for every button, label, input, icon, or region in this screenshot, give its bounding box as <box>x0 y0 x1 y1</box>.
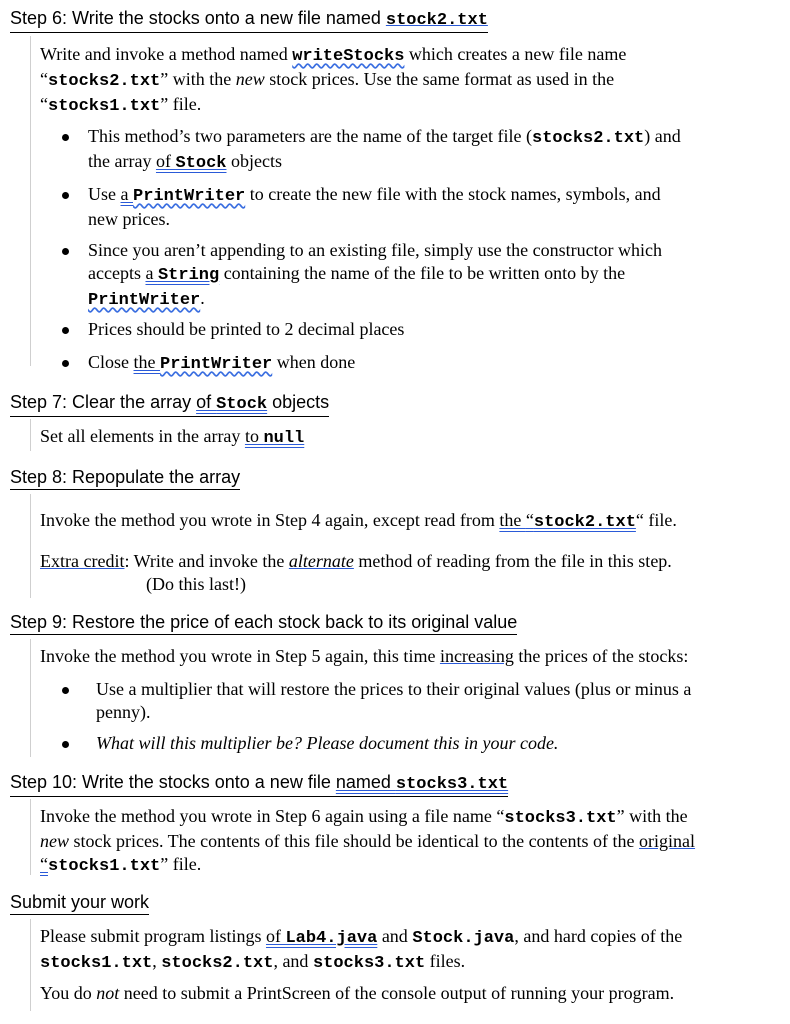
step6-b2-text-d: new prices. <box>88 209 170 229</box>
step10-body-text-a: Invoke the method you wrote in Step 6 again using a file name “ <box>40 806 505 826</box>
step8-body-text-d: “ file. <box>635 510 677 530</box>
step6-intro-text-1: Write and invoke a method named <box>40 44 293 64</box>
step6-b3-text-b: accepts <box>88 263 146 283</box>
step7-body-text-b: to <box>244 426 264 446</box>
bullet-icon <box>62 327 69 334</box>
step6-intro-text-6: “ <box>40 94 48 114</box>
step10-body-underlined: original <box>639 831 696 851</box>
bullet-icon <box>62 741 69 748</box>
step6-intro-code-3: stocks1.txt <box>48 97 161 116</box>
bullet-icon <box>62 687 69 694</box>
step6-b2-text-c: to create the new file with the stock names, symbols, and <box>245 184 661 204</box>
step9-bullet-2 <box>96 732 768 755</box>
step6-b3-text-a: Since you aren’t appending to an existing file, simply use the constructor which <box>88 240 663 260</box>
step8-body-text-a: Invoke the method you wrote in Step 4 again, except read from <box>40 510 500 530</box>
step6-b5-code: PrintWriter <box>160 355 273 374</box>
step6-b1-code-2: Stock <box>175 154 227 173</box>
step6-b5-text-a: Close <box>88 352 134 372</box>
step6-b5-text-c: when done <box>272 352 356 372</box>
submit-p1-code-3: stocks1.txt <box>40 954 153 973</box>
step6-intro-code-1: writeStocks <box>292 47 405 66</box>
step10-body-text-e: ” file. <box>160 854 202 874</box>
bullet-icon <box>62 134 69 141</box>
submit-p1-text-c: and <box>377 926 413 946</box>
step6-intro <box>40 43 770 118</box>
step10-body-code-1: stocks3.txt <box>504 809 617 828</box>
step6-b1-text-a: This method’s two parameters are the name of the target file ( <box>88 126 533 146</box>
step8-body <box>40 509 770 534</box>
step6-intro-text-7: ” file. <box>160 94 202 114</box>
step6-b3-code-2: PrintWriter <box>88 291 201 310</box>
submit-p1-code-2: Stock.java <box>412 929 515 948</box>
step10-body <box>40 805 770 878</box>
submit-p2-emphasis: not <box>96 983 120 1003</box>
step8-extra-text-c: (Do this last!) <box>146 574 246 594</box>
step10-heading-underlined: named <box>335 772 396 792</box>
step10-body-text-c: stock prices. The contents of this file should be identical to the contents of the <box>69 831 640 851</box>
step9-heading <box>10 612 517 635</box>
step7-heading-end: objects <box>267 392 330 412</box>
step9-b1-text-b: penny). <box>96 702 151 722</box>
step8-body-code: stock2.txt <box>533 513 636 532</box>
step6-b1-code-1: stocks2.txt <box>532 129 645 148</box>
submit-paragraph-2 <box>40 982 770 1005</box>
submit-heading <box>10 892 149 915</box>
step8-extra-text-b: method of reading from the file in this step. <box>353 551 672 571</box>
step7-heading-code: Stock <box>216 395 268 414</box>
step6-b1-text-b: ) and <box>644 126 681 146</box>
submit-p1-code-4: stocks2.txt <box>161 954 274 973</box>
step6-intro-code-2: stocks2.txt <box>48 72 161 91</box>
step8-extra-credit <box>40 550 770 573</box>
step6-b4-text: Prices should be printed to 2 decimal places <box>88 319 405 339</box>
step6-intro-text-3: “ <box>40 69 48 89</box>
submit-heading-text: Submit your work <box>10 892 150 912</box>
bullet-icon <box>62 248 69 255</box>
submit-paragraph-1 <box>40 925 770 975</box>
submit-p1-text-g: files. <box>425 951 466 971</box>
bullet-icon <box>62 192 69 199</box>
submit-p1-text-f: , and <box>273 951 313 971</box>
submit-p1-code-5: stocks3.txt <box>312 954 426 973</box>
step8-extra-text-a: : Write and invoke the <box>124 551 289 571</box>
step10-body-text-b: ” with the <box>616 806 688 826</box>
step8-heading <box>10 467 240 490</box>
step6-b3-text-d: containing the name of the file to be written onto by the <box>219 263 626 283</box>
step6-b3-text-c: a <box>145 263 158 283</box>
submit-p2-text-a: You do <box>40 983 97 1003</box>
step9-b2-text: What will this multiplier be? Please document this in your code. <box>96 733 559 753</box>
step6-b1-text-c: the array <box>88 151 156 171</box>
step9-b1-text-a: Use a multiplier that will restore the prices to their original values (plus or minus a <box>96 679 692 699</box>
step6-heading-code: stock2.txt <box>385 11 488 30</box>
step7-body-text-a: Set all elements in the array <box>40 426 245 446</box>
step10-heading <box>10 772 508 797</box>
step6-heading <box>10 8 488 33</box>
step8-body-text-b: the <box>499 510 526 530</box>
step10-heading-code: stocks3.txt <box>395 775 509 794</box>
step6-bullet-1 <box>88 125 768 175</box>
step6-intro-emphasis: new <box>235 69 265 89</box>
step6-b3-code-1: String <box>157 266 220 285</box>
step9-body-text-a: Invoke the method you wrote in Step 5 again, this time <box>40 646 440 666</box>
submit-p1-code-1: Lab4.java <box>285 929 378 948</box>
step10-body-text-d: “ <box>40 854 48 874</box>
submit-p1-text-b: of <box>265 926 286 946</box>
step9-body-text-b: the prices of the stocks: <box>513 646 689 666</box>
step6-b1-text-e: objects <box>226 151 282 171</box>
step9-bullet-1 <box>96 678 768 724</box>
step9-body <box>40 645 770 668</box>
step6-b2-text-a: Use <box>88 184 121 204</box>
submit-p1-text-d: , and hard copies of the <box>514 926 683 946</box>
step9-body-underlined: increasing <box>439 646 514 666</box>
step7-heading <box>10 392 329 417</box>
step6-b3-text-e: . <box>200 288 205 308</box>
step6-intro-text-5: stock prices. Use the same format as used in the <box>264 69 615 89</box>
step6-bullet-2 <box>88 183 768 231</box>
step7-body <box>40 425 770 450</box>
step6-b1-text-d: of <box>155 151 176 171</box>
step6-heading-text: Step 6: Write the stocks onto a new file named <box>10 8 386 28</box>
submit-p2-text-b: need to submit a PrintScreen of the console output of running your program. <box>119 983 675 1003</box>
step10-heading-text: Step 10: Write the stocks onto a new file <box>10 772 336 792</box>
submit-p1-text-a: Please submit program listings <box>40 926 266 946</box>
step6-b2-code: PrintWriter <box>133 187 246 206</box>
step6-bullet-3 <box>88 239 768 312</box>
step6-b2-text-b: a <box>120 184 133 204</box>
step6-intro-text-4: ” with the <box>160 69 236 89</box>
step8-extra-emphasis: alternate <box>288 551 354 571</box>
step9-heading-text: Step 9: Restore the price of each stock back to its original value <box>10 612 518 632</box>
step8-body-text-c: “ <box>525 510 534 530</box>
step8-heading-text: Step 8: Repopulate the array <box>10 467 241 487</box>
step6-intro-text-2: which creates a new file name <box>404 44 627 64</box>
step8-extra-label: Extra credit <box>40 551 125 571</box>
step6-bullet-5 <box>88 351 768 376</box>
step8-extra-note <box>146 573 766 596</box>
step10-body-emphasis: new <box>40 831 69 851</box>
step6-bullet-4 <box>88 318 768 341</box>
step10-body-code-2: stocks1.txt <box>48 857 161 876</box>
step6-b5-text-b: the <box>133 352 161 372</box>
step7-heading-of: of <box>196 392 217 412</box>
submit-p1-text-e: , <box>152 951 162 971</box>
bullet-icon <box>62 360 69 367</box>
step7-heading-text: Step 7: Clear the array <box>10 392 197 412</box>
step7-body-code: null <box>263 429 305 448</box>
